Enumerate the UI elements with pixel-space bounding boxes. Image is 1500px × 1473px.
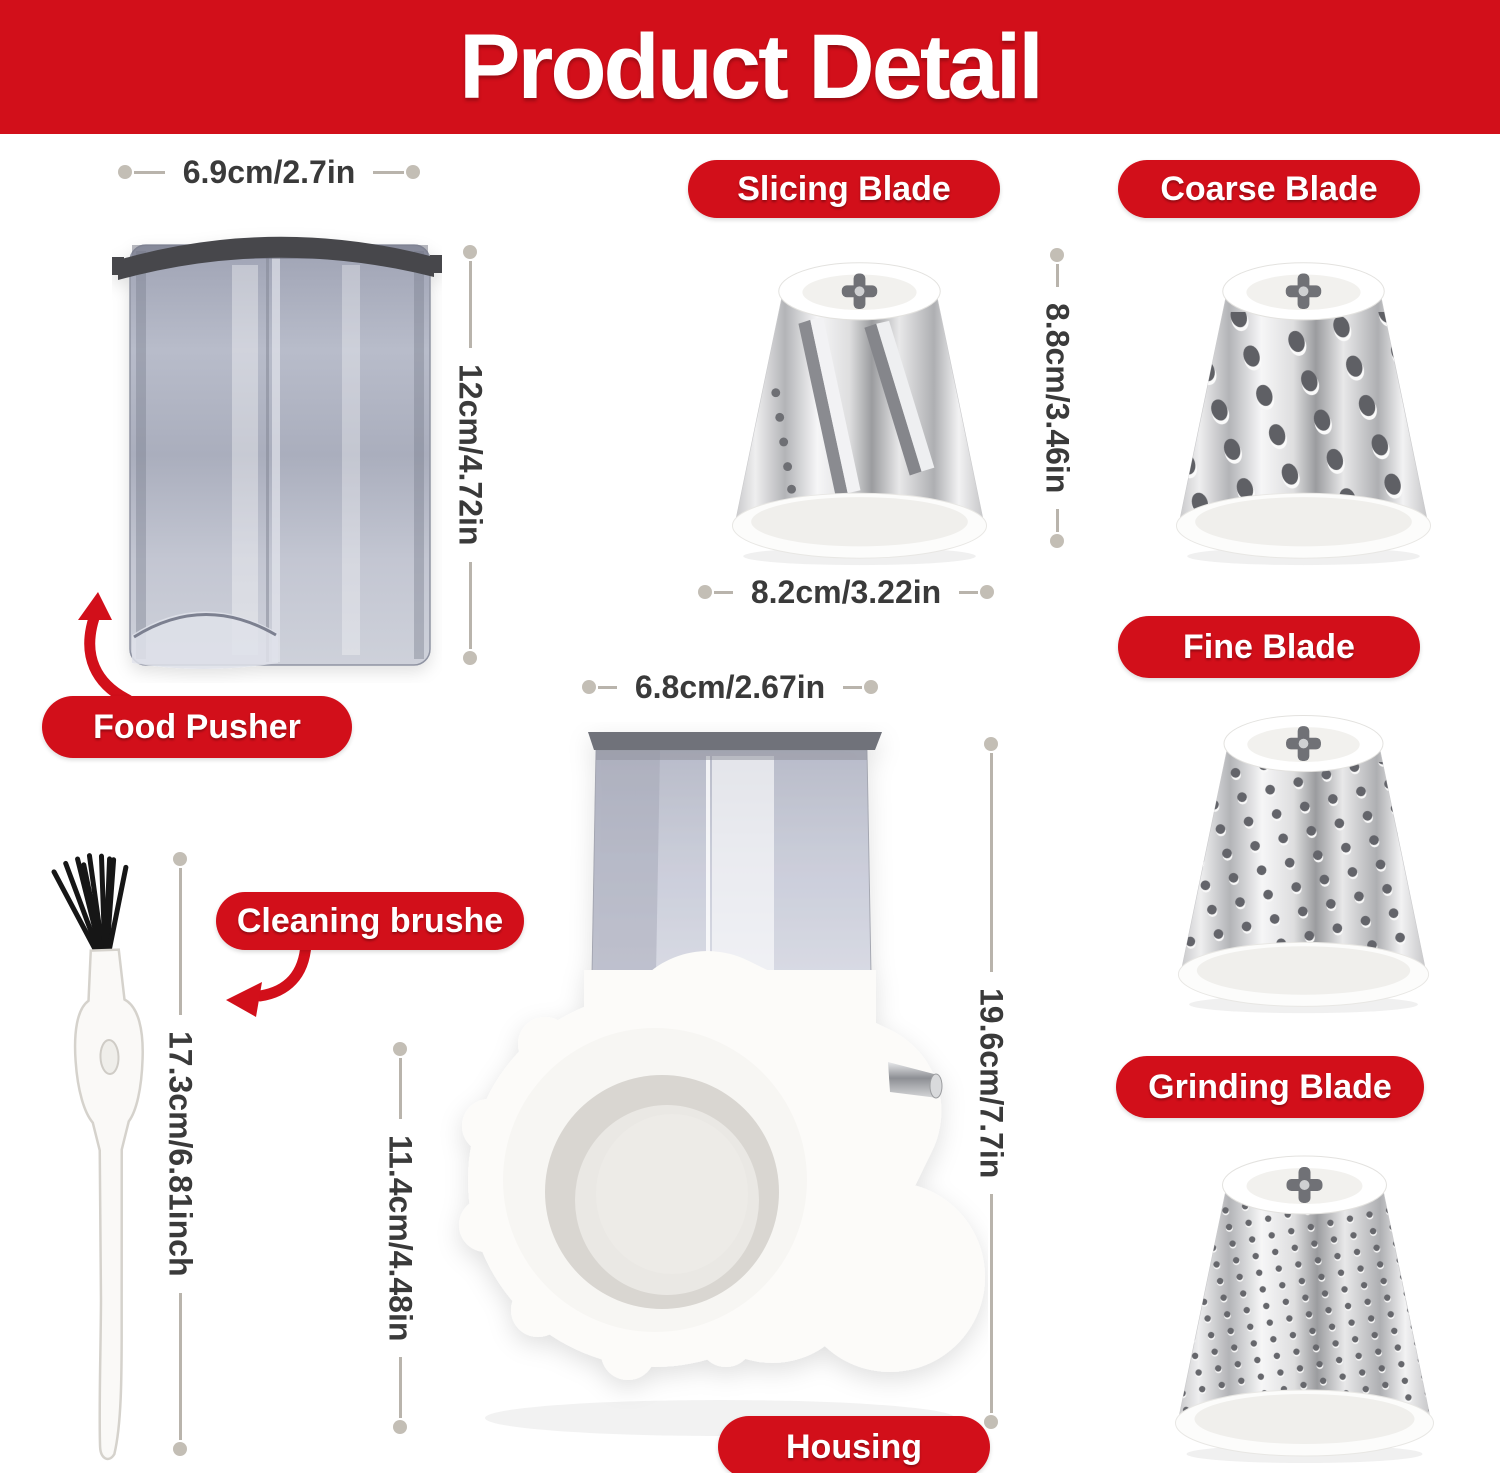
housing-image bbox=[420, 722, 988, 1448]
coarse-blade-image bbox=[1156, 245, 1451, 570]
dimension-endpoint-icon bbox=[1050, 248, 1064, 262]
dimension-endpoint-icon bbox=[980, 585, 994, 599]
label-text: Food Pusher bbox=[93, 707, 301, 746]
curved-arrow-food-pusher-icon bbox=[70, 592, 140, 704]
label-food-pusher bbox=[42, 696, 352, 758]
label-fine-blade bbox=[1118, 616, 1420, 678]
dimension-endpoint-icon bbox=[698, 585, 712, 599]
fine-blade-image bbox=[1156, 698, 1451, 1018]
label-text: Grinding Blade bbox=[1148, 1067, 1392, 1106]
dimension-cleaning-brush-length: 17.3cm/6.81inch bbox=[160, 852, 200, 1456]
dimension-slicing-blade-height: 8.8cm/3.46in bbox=[1037, 248, 1077, 548]
dimension-endpoint-icon bbox=[173, 852, 187, 866]
dimension-endpoint-icon bbox=[393, 1042, 407, 1056]
dimension-endpoint-icon bbox=[406, 165, 420, 179]
dimension-food-pusher-height: 12cm/4.72in bbox=[450, 245, 490, 665]
label-grinding-blade bbox=[1116, 1056, 1424, 1118]
dimension-slicing-blade-width: 8.2cm/3.22in bbox=[698, 572, 994, 612]
dimension-endpoint-icon bbox=[463, 245, 477, 259]
dimension-endpoint-icon bbox=[864, 680, 878, 694]
label-text: Slicing Blade bbox=[737, 169, 951, 208]
page-title: Product Detail bbox=[459, 15, 1041, 118]
dimension-food-pusher-width: 6.9cm/2.7in bbox=[118, 152, 420, 192]
grinding-blade-image bbox=[1152, 1138, 1457, 1468]
dimension-housing-height: 19.6cm/7.7in bbox=[971, 737, 1011, 1429]
label-text: Coarse Blade bbox=[1160, 169, 1378, 208]
label-text: Cleaning brushe bbox=[236, 901, 504, 940]
dimension-endpoint-icon bbox=[1050, 534, 1064, 548]
label-coarse-blade bbox=[1118, 160, 1420, 218]
label-housing bbox=[718, 1416, 990, 1473]
title-banner bbox=[0, 0, 1500, 134]
dimension-endpoint-icon bbox=[118, 165, 132, 179]
cleaning-brush-image bbox=[41, 848, 182, 1467]
slicing-blade-image bbox=[712, 245, 1007, 570]
food-pusher-image bbox=[112, 205, 442, 683]
dimension-endpoint-icon bbox=[582, 680, 596, 694]
dimension-endpoint-icon bbox=[463, 651, 477, 665]
label-text: Housing bbox=[786, 1427, 922, 1466]
dimension-housing-width: 6.8cm/2.67in bbox=[582, 667, 878, 707]
dimension-housing-body-height: 11.4cm/4.48in bbox=[380, 1042, 420, 1434]
label-cleaning-brush bbox=[216, 892, 524, 950]
curved-arrow-cleaning-brush-icon bbox=[222, 940, 314, 1018]
label-slicing-blade bbox=[688, 160, 1000, 218]
dimension-endpoint-icon bbox=[393, 1420, 407, 1434]
label-text: Fine Blade bbox=[1183, 627, 1355, 666]
